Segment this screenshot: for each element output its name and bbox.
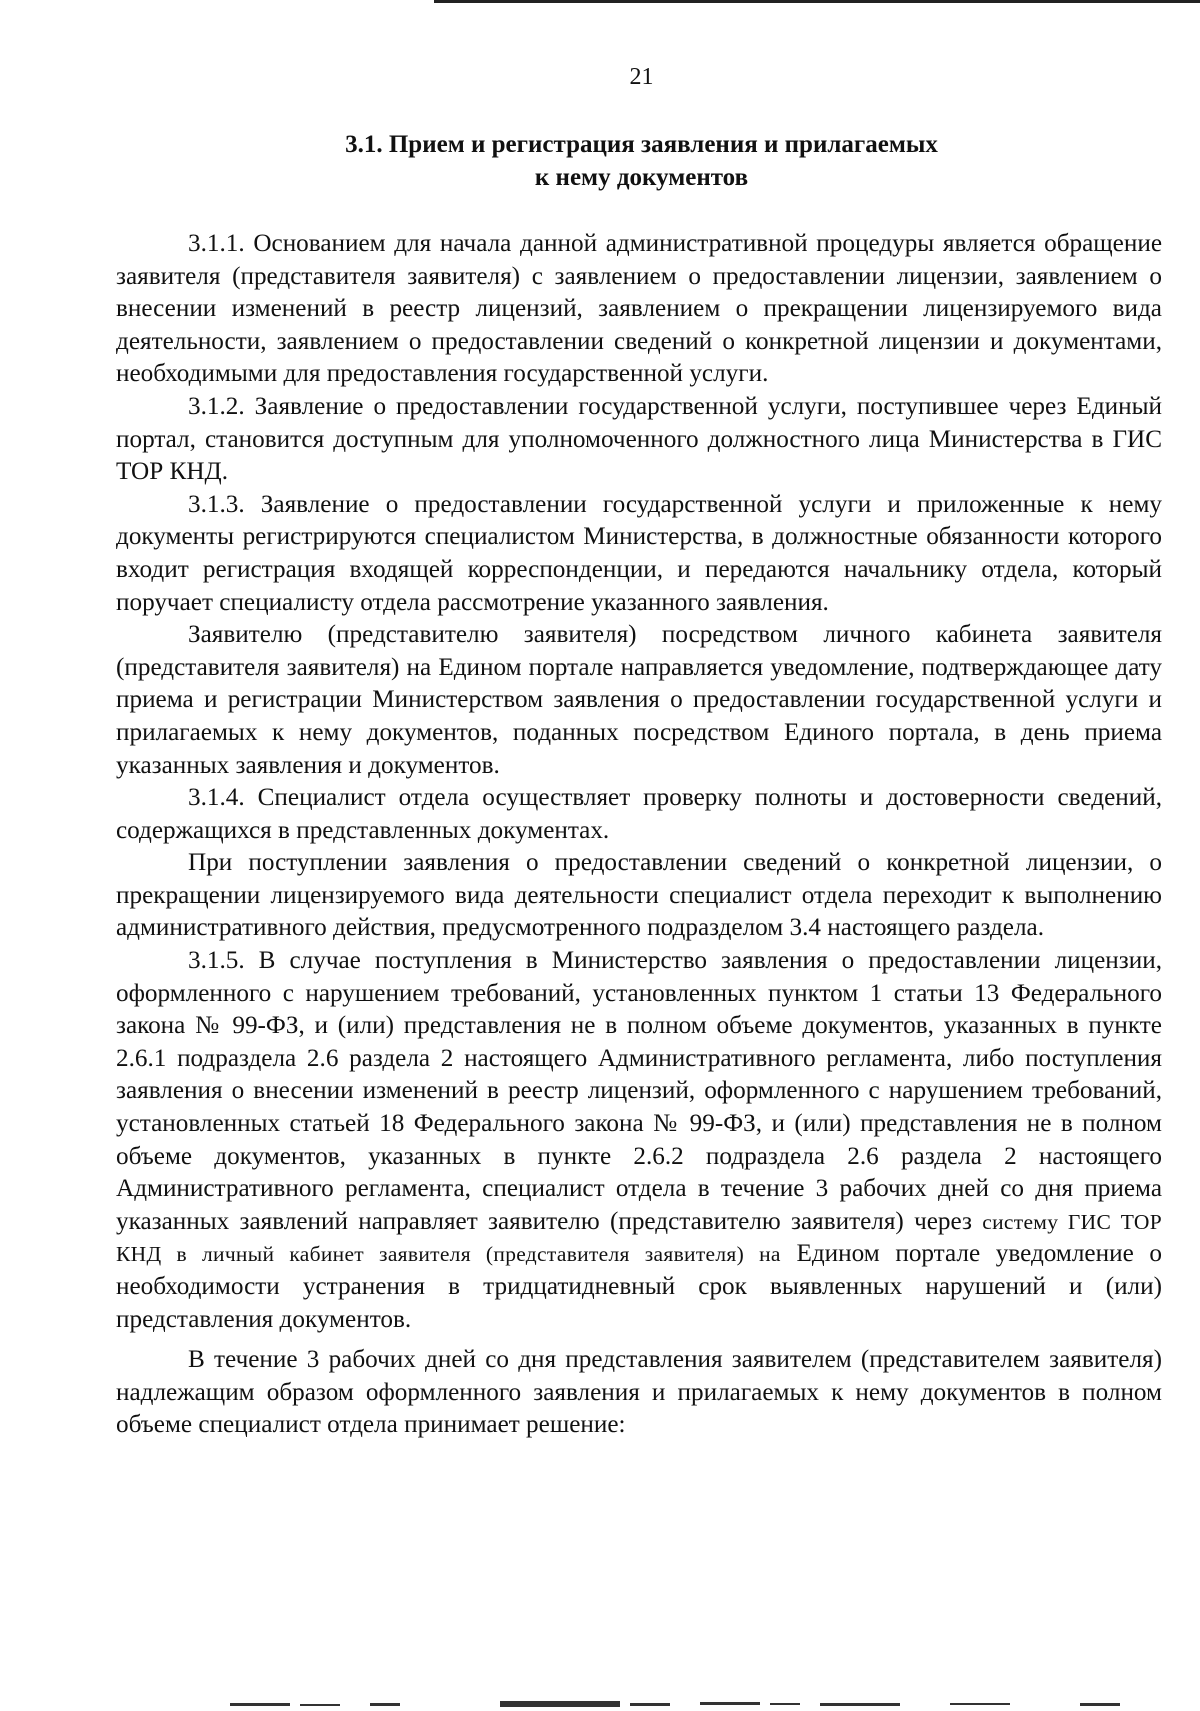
- section-heading-line-2: к нему документов: [534, 164, 749, 191]
- paragraph-3-1-5-tail: Едином портале уведомление о необходимости устранения в тридцатидневный срок выявленных нарушений и (или) представления документов.: [116, 1240, 1163, 1333]
- section-heading-line-1: 3.1. Прием и регистрация заявления и прилагаемых: [345, 131, 938, 158]
- paragraph-3-1-1: 3.1.1. Основанием для начала данной административной процедуры является обращение заявителя (представителя заявителя) с заявлением о предоставлении лицензии, заявлением о внесении изменений в реестр лицензий, заявлением о прекращении лицензируемого вида деятельности, заявлением о предоставлении сведений о конкретной лицензии и документами, необходимыми для предоставления государственной услуги.: [116, 230, 1162, 388]
- scan-bottom-edge: [0, 1697, 1200, 1711]
- paragraph-3-1-2: 3.1.2. Заявление о предоставлении государственной услуги, поступившее через Единый портал, становится доступным для уполномоченного должностного лица Министерства в ГИС ТОР КНД.: [116, 392, 1162, 486]
- body-text: [116, 228, 1162, 1442]
- paragraph-3-1-4: 3.1.4. Специалист отдела осуществляет проверку полноты и достоверности сведений, содержащихся в представленных документах.: [116, 784, 1162, 844]
- paragraph-3-1-5: [116, 945, 1162, 1336]
- paragraph-license-info: При поступлении заявления о предоставлении сведений о конкретной лицензии, о прекращении лицензируемого вида деятельности специалист отдела переходит к выполнению административного действия, предусмотренного подразделом 3.4 настоящего раздела.: [116, 849, 1162, 942]
- paragraph-3-1-3: 3.1.3. Заявление о предоставлении государственной услуги и приложенные к нему документы регистрируются специалистом Министерства, в должностные обязанности которого входит регистрация входящей корреспонденции, и передаются начальнику отдела, который поручает специалисту отдела рассмотрение указанного заявления.: [116, 490, 1162, 616]
- paragraph-3-1-5-small-run: систему ГИС ТОР КНД в личный кабинет заявителя (представителя заявителя) на: [116, 1209, 1163, 1267]
- section-heading: [0, 128, 1200, 194]
- page-number: 21: [629, 64, 654, 90]
- paragraph-3-1-5-main: 3.1.5. В случае поступления в Министерство заявления о предоставлении лицензии, оформленного с нарушением требований, установленных пунктом 1 статьи 13 Федерального закона № 99-ФЗ, и (или) представления не в полном объеме документов, указанных в пункте 2.6.1 подраздела 2.6 раздела 2 настоящего Административного регламента, либо поступления заявления о внесении изменений в реестр лицензий, оформленного с нарушением требований, установленных статьей 18 Федерального закона № 99-ФЗ, и (или) представления не в полном объеме документов, указанных в пункте 2.6.2 подраздела 2.6 раздела 2 настоящего Административного регламента, специалист отдела в течение 3 рабочих дней со дня приема указанных заявлений направляет заявителю (представителю заявителя) через: [116, 947, 1162, 1235]
- paragraph-decision: В течение 3 рабочих дней со дня представления заявителем (представителем заявителя) надлежащим образом оформленного заявления и прилагаемых к нему документов в полном объеме специалист отдела принимает решение:: [116, 1346, 1162, 1439]
- paragraph-notification: Заявителю (представителю заявителя) посредством личного кабинета заявителя (представителя заявителя) на Едином портале направляется уведомление, подтверждающее дату приема и регистрации Министерством заявления о предоставлении государственной услуги и прилагаемых к нему документов, поданных посредством Единого портала, в день приема указанных заявления и документов.: [116, 621, 1162, 779]
- scan-top-edge: [434, 0, 1200, 3]
